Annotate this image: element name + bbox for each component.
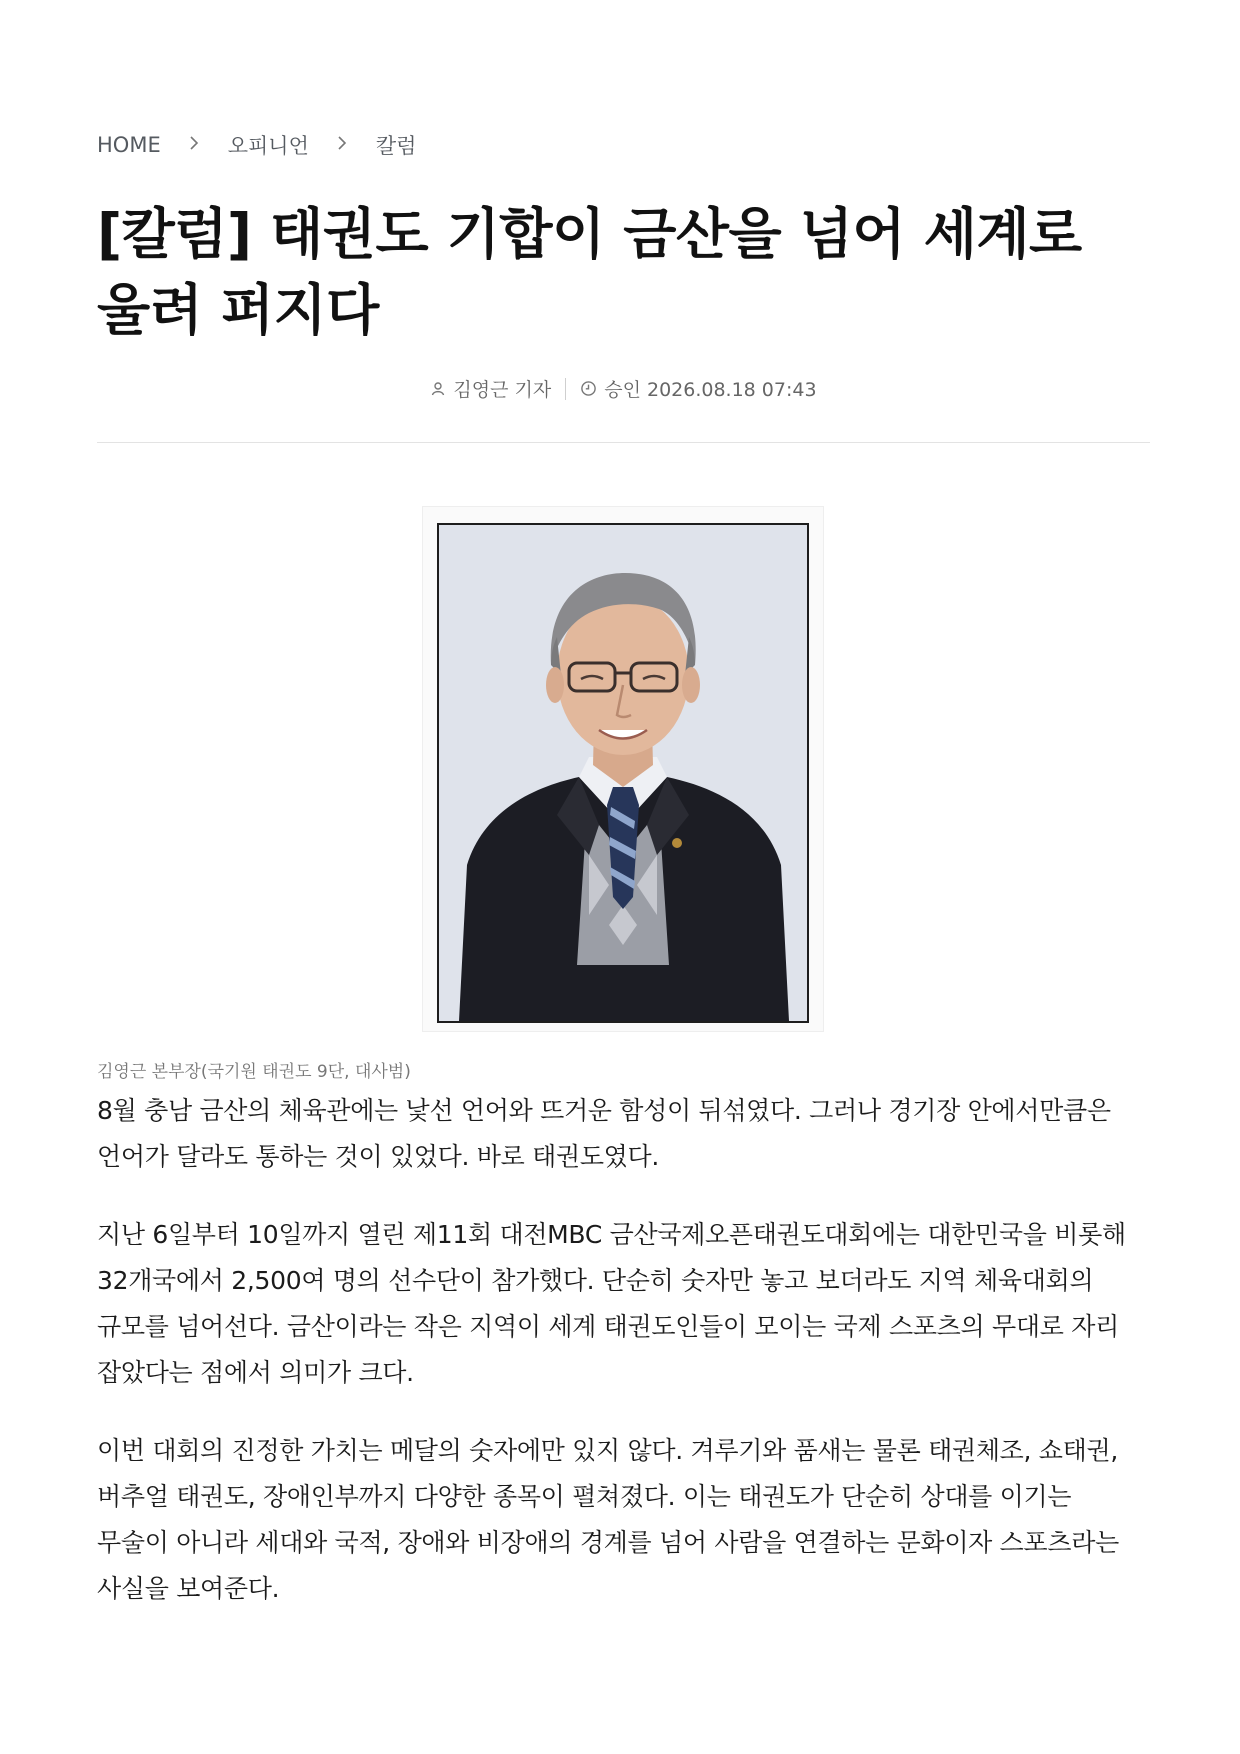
portrait-photo xyxy=(437,523,809,1023)
article-title: [칼럼] 태권도 기합이 금산을 넘어 세계로 울려 퍼지다 xyxy=(97,202,1082,342)
chevron-right-icon xyxy=(337,134,348,156)
article-paragraph: 8월 충남 금산의 체육관에는 낯선 언어와 뜨거운 함성이 뒤섞였다. 그러나 경기장 안에서만큼은 언어가 달라도 통하는 것이 있었다. 바로 태권도였다. xyxy=(97,1096,1111,1171)
author-name[interactable]: 김영근 기자 xyxy=(453,379,552,401)
breadcrumb-section[interactable]: 오피니언 xyxy=(227,134,309,158)
article-paragraph: 이번 대회의 진정한 가치는 메달의 숫자에만 있지 않다. 겨루기와 품새는 물론 태권체조, 쇼태권, 버추얼 태권도, 장애인부까지 다양한 종목이 펼쳐졌다. 이는 태권도가 단순히 상대를 이기는 무술이 아니라 세대와 국적, 장애와 비장애의 경계를 넘어 사람을 연결하는 문화이자 스포츠라는 사실을 보여준다. xyxy=(97,1436,1119,1603)
article-paragraph: 지난 6일부터 10일까지 열린 제11회 대전MBC 금산국제오픈태권도대회에는 대한민국을 비롯해 32개국에서 2,500여 명의 선수단이 참가했다. 단순히 숫자만 놓고 보더라도 지역 체육대회의 규모를 넘어선다. 금산이라는 작은 지역이 세계 태권도인들이 모이는 국제 스포츠의 무대로 자리 잡았다는 점에서 의미가 크다. xyxy=(97,1220,1126,1387)
article-photo xyxy=(422,506,824,1032)
header-divider xyxy=(97,442,1150,443)
article-body xyxy=(97,1088,1150,1644)
breadcrumb xyxy=(97,130,416,160)
publish-time xyxy=(580,375,816,402)
publish-date: 승인 2026.08.18 07:43 xyxy=(604,379,817,401)
clock-icon xyxy=(580,380,597,397)
chevron-right-icon xyxy=(189,134,200,156)
breadcrumb-subsection[interactable]: 칼럼 xyxy=(375,134,417,158)
photo-caption: 김영근 본부장(국기원 태권도 9단, 대사범) xyxy=(97,1062,411,1082)
breadcrumb-home[interactable]: HOME xyxy=(97,133,161,157)
meta-divider xyxy=(565,378,566,400)
byline xyxy=(430,375,551,402)
user-icon xyxy=(430,381,446,397)
article-meta xyxy=(97,375,1150,402)
